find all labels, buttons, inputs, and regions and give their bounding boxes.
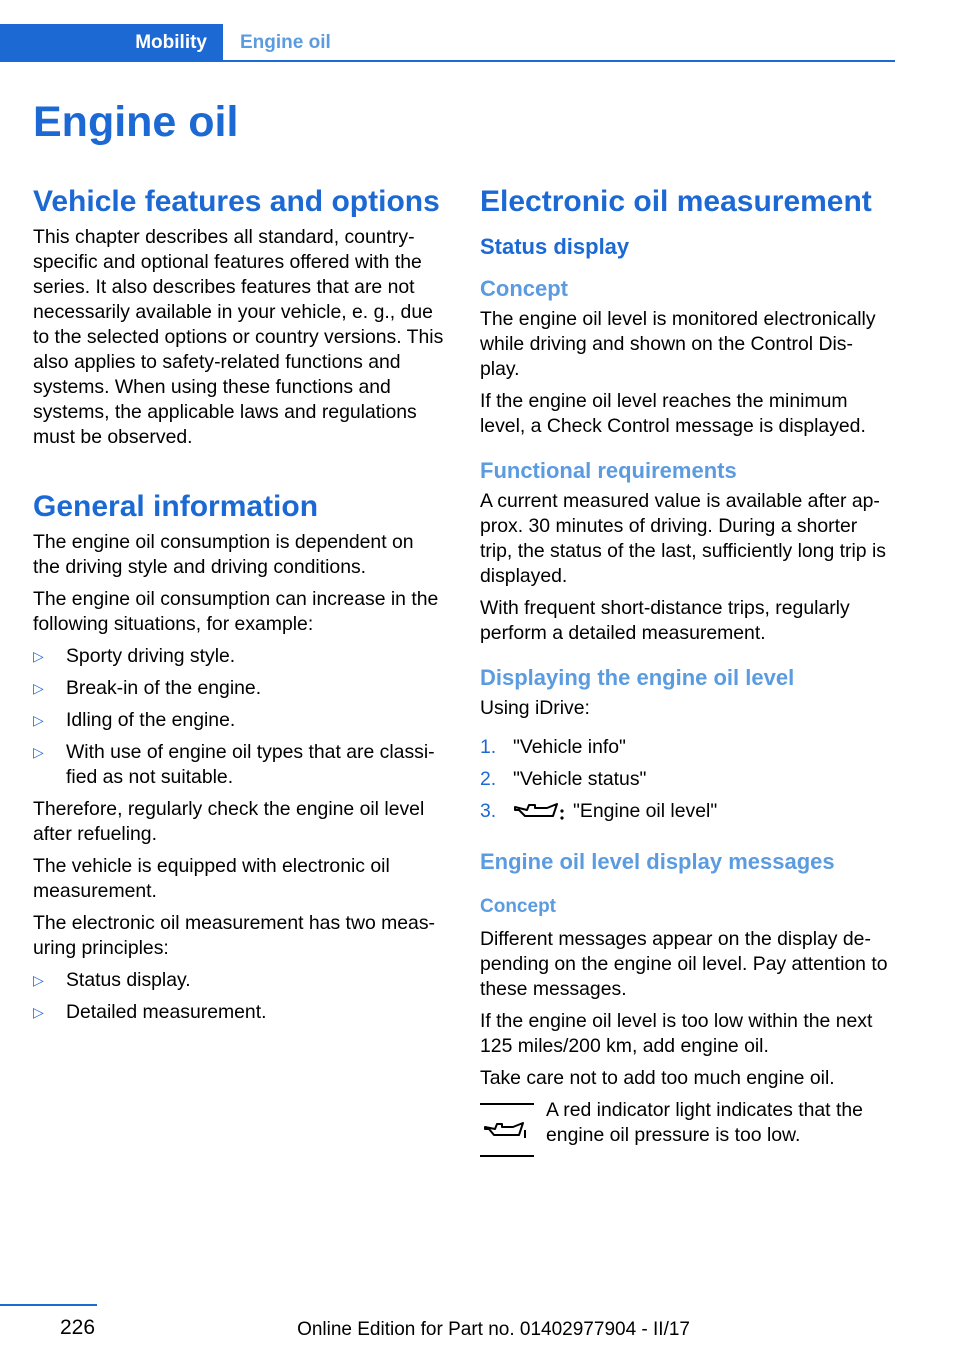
general-paragraph: The electronic oil measurement has two meas-uring principles:: [33, 912, 435, 959]
functional-paragraph: With frequent short-distance trips, regularly perform a detailed measurement.: [480, 597, 850, 644]
vehicle-features-text: This chapter describes all standard, country-specific and optional features offered with the series. It also describes features that are not necessarily available in your vehicle, e. g., due to the selected options or country versions. This also applies to safety-related functions and systems. When using these functions and systems, the applicable laws and regulations must be observed.: [33, 226, 444, 448]
messages-concept-heading: Concept: [480, 896, 556, 917]
status-display-heading: Status display: [480, 234, 630, 259]
list-item: ▷ Detailed measurement.: [33, 1001, 267, 1023]
triangle-right-icon: ▷: [33, 744, 44, 760]
triangle-right-icon: ▷: [33, 712, 44, 728]
general-information-heading: General information: [33, 490, 319, 523]
idrive-steps-list: [480, 735, 892, 830]
electronic-oil-heading: Electronic oil measurement: [480, 185, 872, 218]
list-item: 1. "Vehicle info": [480, 736, 626, 758]
functional-paragraph: A current measured value is available after ap-prox. 30 minutes of driving. During a shorter trip, the status of the last, sufficiently long trip is displayed.: [480, 490, 886, 587]
consumption-situations-list: [33, 644, 445, 790]
concept-paragraph: If the engine oil level reaches the minimum level, a Check Control message is displayed.: [480, 390, 866, 437]
display-messages-heading: Engine oil level display messages: [480, 849, 835, 874]
list-item: ▷ Break-in of the engine.: [33, 677, 262, 699]
triangle-right-icon: ▷: [33, 972, 44, 988]
list-item: ▷ Status display.: [33, 969, 191, 991]
general-paragraph: Therefore, regularly check the engine oil level after refueling.: [33, 798, 425, 845]
messages-paragraph: If the engine oil level is too low within the next 125 miles/200 km, add engine oil.: [480, 1010, 873, 1057]
messages-paragraph: Take care not to add too much engine oil.: [480, 1067, 835, 1089]
page-title: Engine oil: [33, 98, 239, 146]
edition-info: Online Edition for Part no. 01402977904 - II/17: [297, 1319, 690, 1340]
oil-can-icon: [513, 801, 565, 830]
triangle-right-icon: ▷: [33, 648, 44, 664]
list-item: ▷ Sporty driving style.: [33, 645, 236, 667]
list-item: ▷ Idling of the engine.: [33, 709, 236, 731]
chapter-tab[interactable]: Engine oil: [240, 32, 331, 53]
measuring-principles-list: [33, 968, 445, 1025]
displaying-oil-level-heading: Displaying the engine oil level: [480, 665, 795, 690]
oil-can-icon: [480, 1103, 534, 1157]
page-number: 226: [60, 1316, 96, 1339]
triangle-right-icon: ▷: [33, 1004, 44, 1020]
oil-pressure-indicator: [480, 1098, 892, 1157]
idrive-intro: Using iDrive:: [480, 697, 590, 719]
indicator-description: A red indicator light indicates that the engine oil pressure is too low.: [546, 1099, 863, 1146]
section-tab[interactable]: Mobility: [0, 24, 223, 62]
vehicle-features-heading: Vehicle features and options: [33, 185, 440, 218]
list-item: 3. "Engine oil level": [480, 799, 892, 830]
left-column: [33, 183, 445, 1032]
header-bar: [0, 24, 895, 62]
list-item: ▷ With use of engine oil types that are classi-fied as not suitable.: [33, 741, 435, 788]
general-paragraph: The engine oil consumption is dependent on the driving style and driving conditions.: [33, 531, 414, 578]
list-item: 2. "Vehicle status": [480, 768, 647, 790]
concept-paragraph: The engine oil level is monitored electronically while driving and shown on the Control Dis-play.: [480, 308, 876, 380]
general-paragraph: The vehicle is equipped with electronic oil measurement.: [33, 855, 390, 902]
concept-heading: Concept: [480, 276, 568, 301]
functional-requirements-heading: Functional requirements: [480, 458, 737, 483]
triangle-right-icon: ▷: [33, 680, 44, 696]
footer-rule: [0, 1304, 97, 1306]
header-rule: [223, 60, 895, 62]
messages-paragraph: Different messages appear on the display de-pending on the engine oil level. Pay attention to these messages.: [480, 928, 888, 1000]
general-paragraph: The engine oil consumption can increase in the following situations, for example:: [33, 588, 439, 635]
right-column: [480, 183, 892, 1157]
